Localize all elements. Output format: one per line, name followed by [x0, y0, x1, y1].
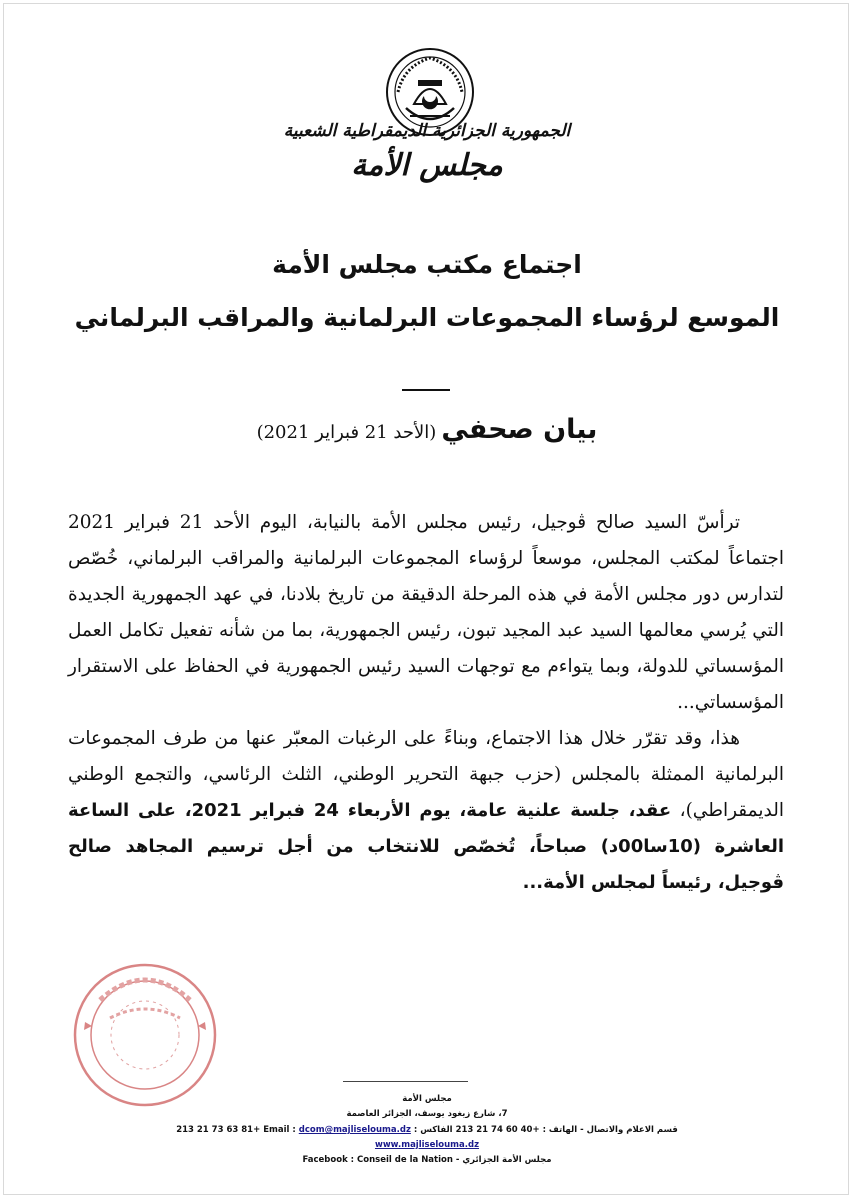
official-stamp-icon [70, 960, 220, 1110]
fax-number: 213 21 73 63 81+ [176, 1125, 261, 1135]
paragraph-2-bold-text: عقد، جلسة علنية عامة، يوم الأربعاء 24 فبراير 2021، على الساعة العاشرة (10سا00د) صباحاً، تُخصّص للانتخاب من أجل ترسيم المجاهد صالح ڤوجيل، رئيساً لمجلس الأمة... [68, 800, 785, 893]
phone-number: 213 21 74 60 40+ [455, 1125, 540, 1135]
statement-date: (الأحد 21 فبراير 2021) [256, 422, 437, 443]
footer-facebook [100, 1155, 754, 1165]
press-release-body [68, 505, 784, 901]
headline-line-2: الموسع لرؤساء المجموعات البرلمانية والمراقب البرلماني [74, 303, 780, 332]
footer-org: مجلس الأمة [402, 1094, 452, 1104]
org-name-republic: الجمهورية الجزائرية الديمقراطية الشعبية [283, 121, 571, 141]
headline-line-1: اجتماع مكتب مجلس الأمة [272, 250, 582, 279]
email-link[interactable]: dcom@majliselouma.dz [298, 1125, 411, 1135]
paragraph-2 [68, 721, 784, 901]
facebook-label-ar: مجلس الأمة الجزائري - [455, 1155, 552, 1165]
email-label: Email : [263, 1125, 296, 1135]
website-link[interactable]: www.majliselouma.dz [374, 1140, 480, 1150]
paragraph-2-text: هذا، وقد تقرّر خلال هذا الاجتماع، وبناءً على الرغبات المعبّر عنها من طرف المجموعات البرلمانية الممثلة بالمجلس (حزب جبهة التحرير الوطني، الثلث الرئاسي، والتجمع الوطني الديمقراطي)، [68, 728, 784, 821]
paragraph-1: ترأسّ السيد صالح ڤوجيل، رئيس مجلس الأمة بالنيابة، اليوم الأحد 21 فبراير 2021 اجتماعاً لمكتب المجلس، موسعاً لرؤساء المجموعات البرلمانية والمراقب البرلماني، خُصّص لتدارس دور مجلس الأمة في هذه المرحلة الدقيقة من تاريخ بلادنا، في عهد الجمهورية الجديدة التي يُرسي معالمها السيد عبد المجيد تبون، رئيس الجمهورية، بما من شأنه تفعيل تكامل العمل المؤسساتي للدولة، وبما يتواءم مع توجهات السيد رئيس الجمهورية في الحفاظ على الاستقرار المؤسساتي... [68, 512, 784, 713]
statement-heading [60, 414, 794, 445]
footer-divider [343, 1081, 468, 1082]
footer-address: 7، شارع زيغود يوسف، الجزائر العاصمة [346, 1109, 508, 1119]
org-name-council: مجلس الأمة [351, 148, 503, 183]
facebook-label-fr[interactable]: Facebook : Conseil de la Nation [302, 1155, 453, 1165]
contact-label: قسم الاعلام والاتصال - الهاتف : [542, 1125, 678, 1135]
statement-label: بيان صحفي [441, 414, 598, 445]
footer-contact [100, 1125, 754, 1135]
title-divider [402, 389, 450, 391]
fax-label: الفاكس : [413, 1125, 453, 1135]
